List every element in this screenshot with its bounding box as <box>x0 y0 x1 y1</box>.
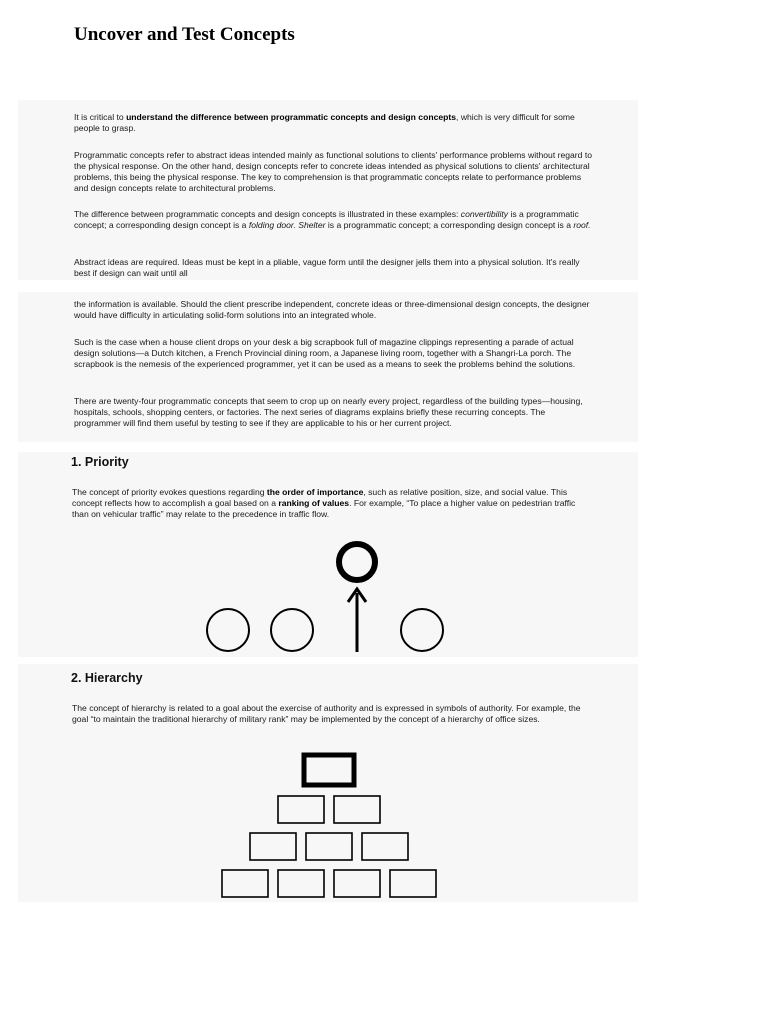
emphasis-text: understand the difference between programmatic concepts and design concepts <box>126 112 457 122</box>
intro-paragraph-7: There are twenty-four programmatic concepts that seem to crop up on nearly every project, regardless of the building types—housing, hospitals, schools, shopping centers, or factories. The next series of diagrams explains briefly these recurring concepts. The programmer will find them useful by testing to see if they are applicable to his or her current project. <box>74 396 583 428</box>
page-title: Uncover and Test Concepts <box>74 24 295 45</box>
intro-paragraph-1: It is critical to understand the difference between programmatic concepts and design concepts, which is very difficult for some people to grasp. <box>74 112 575 133</box>
hierarchy-band <box>18 664 638 902</box>
intro-paragraph-2: Programmatic concepts refer to abstract ideas intended mainly as functional solutions to clients' performance problems without regard to the physical response. On the other hand, design concepts refer to concrete ideas intended as physical solutions to clients' architectural problems, this being the physical response. The key to comprehension is that programmatic concepts relate to performance problems and design concepts relate to architectural problems. <box>74 150 592 193</box>
intro-paragraph-3: The difference between programmatic concepts and design concepts is illustrated in these examples: convertibility is a programmatic concept; a corresponding design concept is a folding door. Shelter is a programmatic concept; a corresponding design concept is a roof. <box>74 209 591 230</box>
intro-paragraph-6: Such is the case when a house client drops on your desk a big scrapbook full of magazine clippings representing a parade of actual design solutions—a Dutch kitchen, a French Provincial dining room, a Japanese living room, together with a Shangri-La porch. The scrapbook is the nemesis of the experienced programmer, yet it can be used as a means to seek the problems behind the solutions. <box>74 337 576 369</box>
priority-band <box>18 452 638 657</box>
priority-text: The concept of priority evokes questions regarding the order of importance, such as relative position, size, and social value. This concept reflects how to accomplish a goal based on a ranking of values. For example, “To place a higher value on pedestrian traffic than on vehicular traffic” may relate to the precedence in traffic flow. <box>72 487 576 519</box>
hierarchy-heading: 2. Hierarchy <box>71 671 143 685</box>
hierarchy-text: The concept of hierarchy is related to a goal about the exercise of authority and is expressed in symbols of authority. For example, the goal “to maintain the traditional hierarchy of military rank” may be implemented by the concept of a hierarchy of office sizes. <box>72 703 581 724</box>
intro-paragraph-5: the information is available. Should the client prescribe independent, concrete ideas or three-dimensional design concepts, the designer would have difficulty in articulating solid-form solutions into an integrated whole. <box>74 299 590 320</box>
intro-paragraph-4: Abstract ideas are required. Ideas must be kept in a pliable, vague form until the designer jells them into a physical solution. It's really best if design can wait until all <box>74 257 580 278</box>
priority-heading: 1. Priority <box>71 455 129 469</box>
